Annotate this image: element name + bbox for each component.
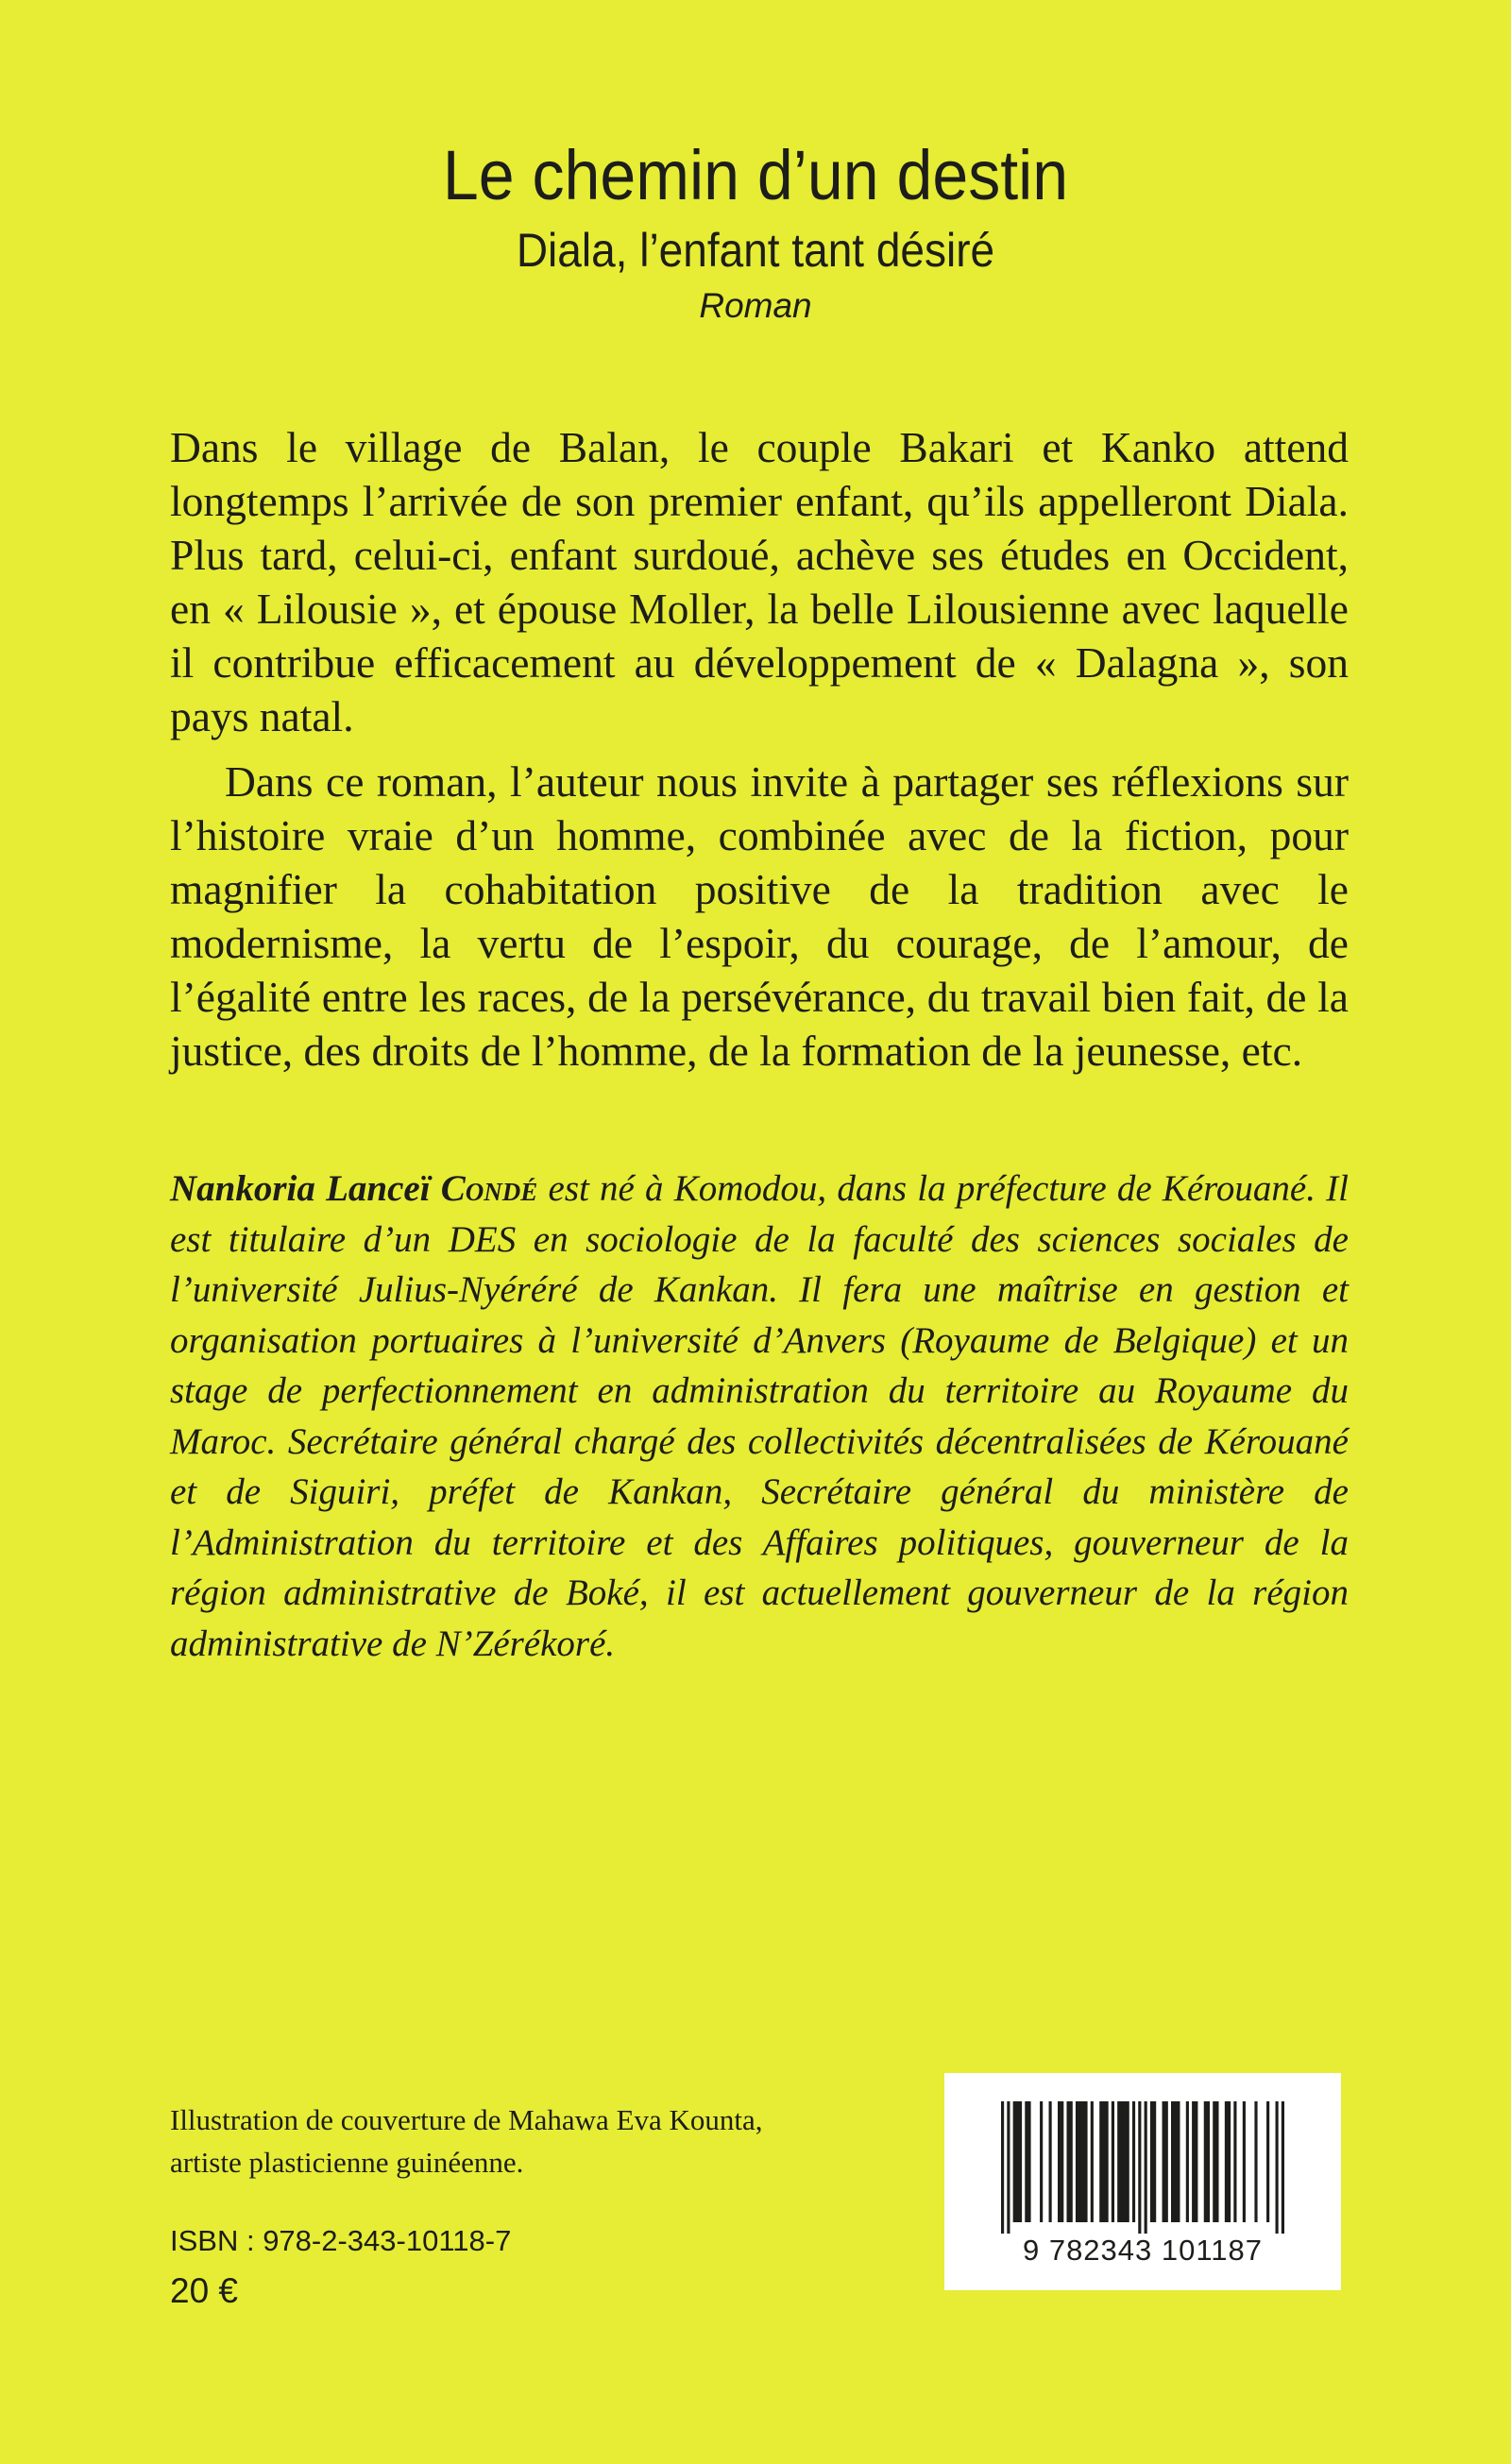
book-genre: Roman xyxy=(699,286,812,325)
barcode-bar xyxy=(1171,2101,1180,2222)
barcode-bar xyxy=(1066,2101,1072,2222)
barcode-bar xyxy=(1076,2101,1088,2222)
barcode-bar xyxy=(1007,2101,1010,2234)
illustration-credit-line-2: artiste plasticienne guinéenne. xyxy=(170,2146,524,2179)
barcode-digits: 9 782343 101187 xyxy=(1022,2234,1264,2267)
barcode-bar xyxy=(1225,2101,1231,2222)
barcode-bar xyxy=(1049,2101,1052,2222)
barcode-bar xyxy=(1058,2101,1063,2222)
barcode-bar xyxy=(1138,2101,1141,2234)
barcode-bar xyxy=(1266,2101,1269,2222)
barcode-bar xyxy=(1150,2101,1156,2222)
price: 20 € xyxy=(170,2271,239,2310)
barcode-bar xyxy=(1243,2101,1246,2222)
barcode-bars xyxy=(1001,2101,1284,2234)
author-surname: Condé xyxy=(440,1168,538,1209)
barcode-bar xyxy=(1186,2101,1189,2222)
book-title: Le chemin d’un destin xyxy=(442,136,1069,214)
barcode-bar xyxy=(1013,2101,1022,2222)
barcode-bar xyxy=(1145,2101,1147,2234)
author-bio-text: est né à Komodou, dans la préfecture de Kérouané. Il est titulaire d’un DES en sociologie de la faculté des sciences sociales de l’université Julius-Nyéréré de Kankan. Il fera une maîtrise en gestion et organisation portuaires à l’université d’Anvers (Royaume de Belgique) et un stage de perfectionnement en administration du territoire au Royaume du Maroc. Secrétaire général chargé des collectivités décentralisées de Kérouané et de Siguiri, préfet de Kankan, Secrétaire général du ministère de l’Administration du territoire et des Affaires politiques, gouverneur de la région administrative de Boké, il est actuellement gouverneur de la région administrative de N’Zérékoré. xyxy=(170,1168,1350,1664)
barcode-bar xyxy=(1040,2101,1043,2222)
barcode-bar xyxy=(1254,2101,1257,2222)
barcode-bar xyxy=(1192,2101,1197,2222)
barcode-bar xyxy=(1025,2101,1030,2222)
barcode-bar xyxy=(1163,2101,1168,2222)
barcode-bar xyxy=(1282,2101,1284,2234)
barcode-bar xyxy=(1276,2101,1279,2234)
barcode-bar xyxy=(1117,2101,1129,2222)
summary xyxy=(170,420,1349,1078)
barcode-bar xyxy=(1132,2101,1135,2222)
author-bio xyxy=(170,1164,1349,1669)
barcode-bar xyxy=(1112,2101,1114,2222)
summary-paragraph-2: Dans ce roman, l’auteur nous invite à partager ses réflexions sur l’histoire vraie d’un homme, combinée avec de la fiction, pour magnifier la cohabitation positive de la tradition avec le modernisme, la vertu de l’espoir, du courage, de l’amour, de l’égalité entre les races, de la persévérance, du travail bien fait, de la justice, des droits de l’homme, de la formation de la jeunesse, etc. xyxy=(170,757,1349,1075)
author-given-names: Nankoria Lanceï xyxy=(170,1168,431,1209)
summary-paragraph-1: Dans le village de Balan, le couple Bakari et Kanko attend longtemps l’arrivée de son premier enfant, qu’ils appelleront Diala. Plus tard, celui-ci, enfant surdoué, achève ses études en Occident, en « Lilousie », et épouse Moller, la belle Lilousienne avec laquelle il contribue efficacement au développement de « Dalagna », son pays natal. xyxy=(170,423,1349,740)
isbn: ISBN : 978-2-343-10118-7 xyxy=(170,2224,512,2257)
book-subtitle: Diala, l’enfant tant désiré xyxy=(516,224,995,277)
barcode-bar xyxy=(1213,2101,1218,2222)
barcode-bar xyxy=(1204,2101,1210,2222)
barcode-bar xyxy=(1099,2101,1108,2222)
illustration-credit xyxy=(170,2099,888,2184)
author-bio-paragraph xyxy=(170,1164,1349,1669)
illustration-credit-line-1: Illustration de couverture de Mahawa Eva Kounta, xyxy=(170,2103,763,2136)
barcode xyxy=(944,2073,1341,2290)
title-block xyxy=(0,132,1511,331)
barcode-bar xyxy=(1233,2101,1236,2222)
barcode-bar xyxy=(1091,2101,1094,2222)
barcode-bar xyxy=(1001,2101,1004,2234)
